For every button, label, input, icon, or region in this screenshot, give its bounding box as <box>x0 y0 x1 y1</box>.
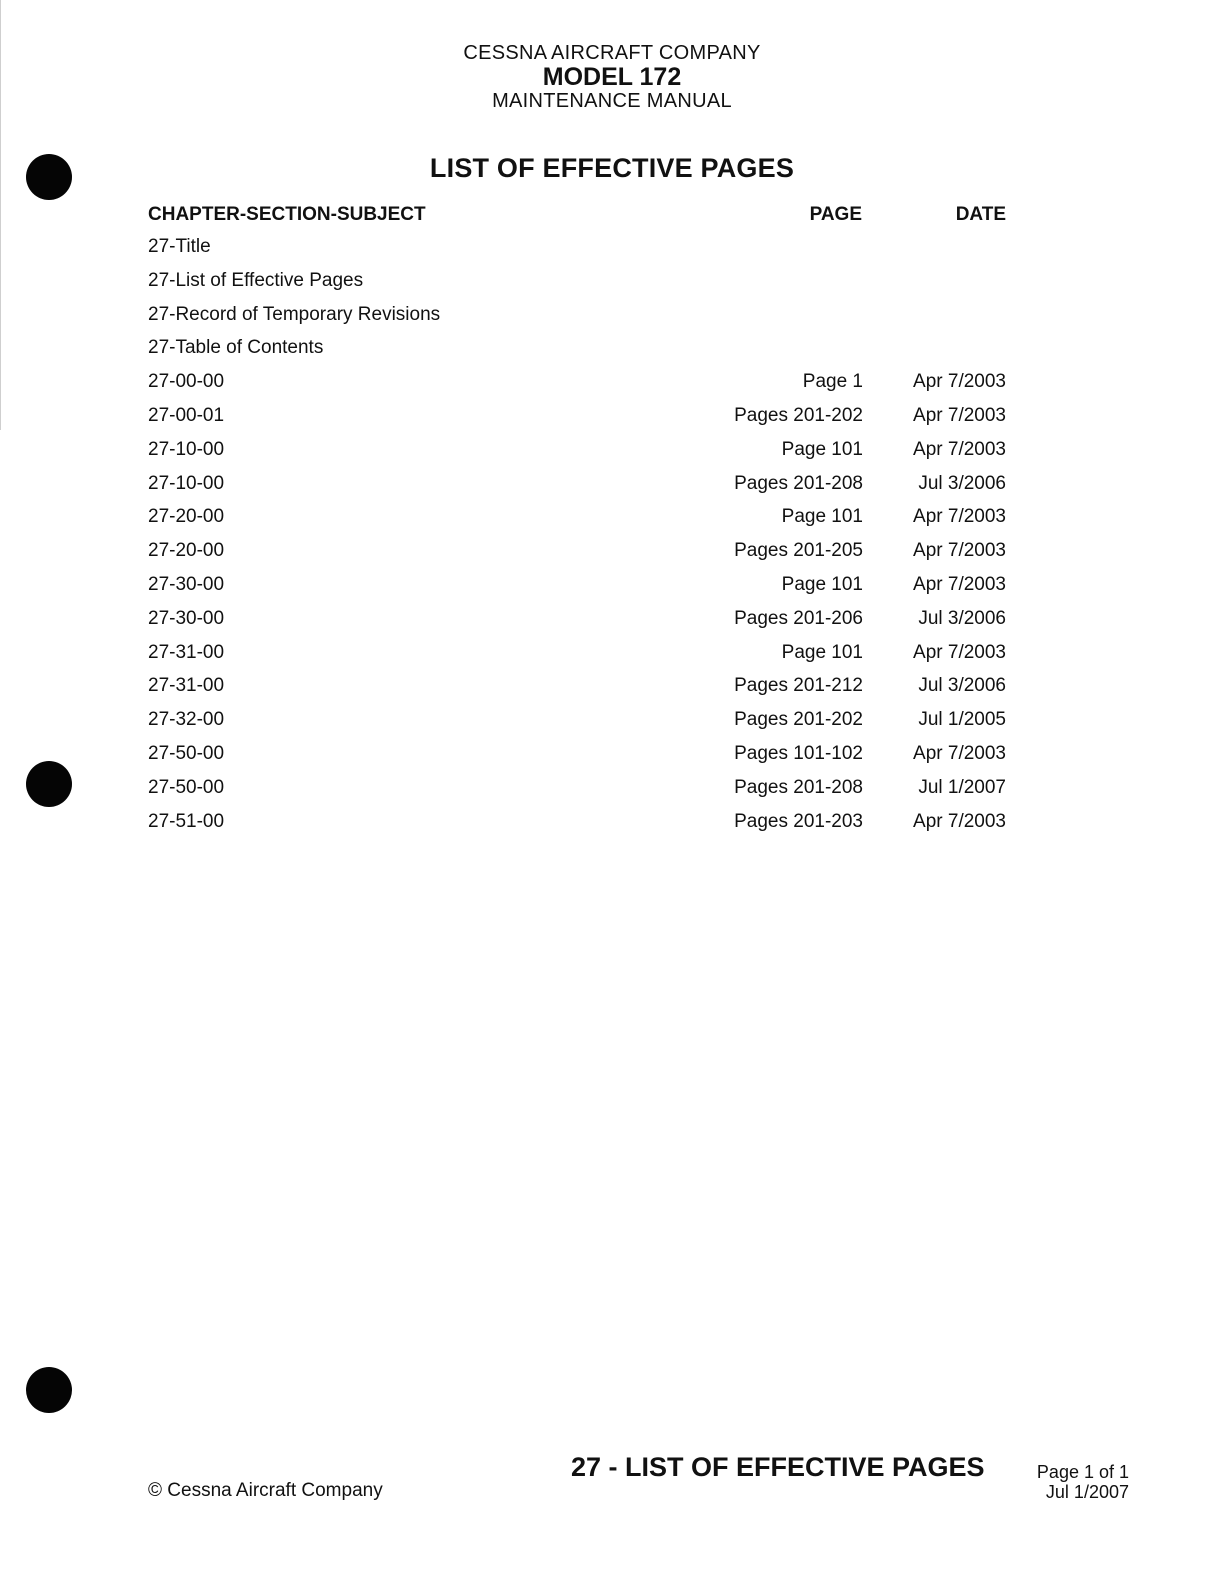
row-subject: 27-00-01 <box>148 404 225 426</box>
row-page: Page 101 <box>781 506 863 528</box>
row-subject: 27-32-00 <box>148 709 225 731</box>
row-date: Jul 3/2006 <box>918 675 1006 697</box>
table-row <box>148 807 1010 841</box>
row-subject: 27-20-00 <box>148 506 225 528</box>
footer-page-info <box>1037 1462 1129 1502</box>
row-page: Page 101 <box>781 438 863 460</box>
page-number: Page 1 of 1 <box>1036 1462 1129 1482</box>
row-page: Pages 201-208 <box>734 472 863 494</box>
company-name: CESSNA AIRCRAFT COMPANY <box>463 42 761 64</box>
row-date: Apr 7/2003 <box>913 641 1006 663</box>
row-subject: 27-31-00 <box>148 675 225 697</box>
document-header <box>0 42 1224 112</box>
row-page: Page 1 <box>802 371 863 393</box>
row-date: Apr 7/2003 <box>913 573 1006 595</box>
row-date: Jul 1/2007 <box>918 776 1006 798</box>
row-date: Apr 7/2003 <box>913 371 1006 393</box>
column-header-page: PAGE <box>809 204 862 225</box>
row-subject: 27-30-00 <box>148 573 225 595</box>
row-date: Apr 7/2003 <box>913 438 1006 460</box>
table-row <box>148 266 1010 300</box>
table-row <box>148 638 1010 672</box>
binder-hole <box>26 1367 72 1413</box>
table-row <box>148 739 1010 773</box>
page-title: LIST OF EFFECTIVE PAGES <box>429 153 795 183</box>
table-row <box>148 367 1010 401</box>
table-row <box>148 705 1010 739</box>
row-page: Page 101 <box>781 573 863 595</box>
row-page: Pages 201-202 <box>734 404 863 426</box>
row-page: Pages 101-102 <box>734 742 863 764</box>
row-subject: 27-31-00 <box>148 641 225 663</box>
table-header <box>148 202 1010 232</box>
table-row <box>148 502 1010 536</box>
row-date: Jul 3/2006 <box>918 472 1006 494</box>
row-subject: 27-20-00 <box>148 540 225 562</box>
row-subject: 27-List of Effective Pages <box>148 269 364 291</box>
binder-hole <box>26 761 72 807</box>
row-subject: 27-Table of Contents <box>148 337 324 359</box>
table-row <box>148 401 1010 435</box>
row-date: Jul 1/2005 <box>918 709 1006 731</box>
row-date: Apr 7/2003 <box>913 506 1006 528</box>
table-row <box>148 536 1010 570</box>
row-date: Apr 7/2003 <box>913 404 1006 426</box>
effective-pages-table <box>148 202 1010 840</box>
row-page: Page 101 <box>781 641 863 663</box>
row-page: Pages 201-203 <box>734 810 863 832</box>
row-page: Pages 201-208 <box>734 776 863 798</box>
table-row <box>148 232 1010 266</box>
row-date: Jul 3/2006 <box>918 607 1006 629</box>
model-name: MODEL 172 <box>542 63 682 91</box>
table-row <box>148 435 1010 469</box>
table-row <box>148 570 1010 604</box>
row-date: Apr 7/2003 <box>913 810 1006 832</box>
row-subject: 27-Record of Temporary Revisions <box>148 303 441 325</box>
row-page: Pages 201-212 <box>734 675 863 697</box>
table-row <box>148 333 1010 367</box>
row-subject: 27-50-00 <box>148 776 225 798</box>
table-row <box>148 300 1010 334</box>
row-date: Apr 7/2003 <box>913 742 1006 764</box>
row-subject: 27-50-00 <box>148 742 225 764</box>
row-subject: 27-Title <box>148 236 211 257</box>
table-row <box>148 773 1010 807</box>
table-row <box>148 671 1010 705</box>
column-header-date: DATE <box>955 204 1006 225</box>
row-page: Pages 201-202 <box>734 709 863 731</box>
row-page: Pages 201-205 <box>734 540 863 562</box>
row-date: Apr 7/2003 <box>913 540 1006 562</box>
row-page: Pages 201-206 <box>734 607 863 629</box>
table-row <box>148 469 1010 503</box>
row-subject: 27-51-00 <box>148 810 225 832</box>
row-subject: 27-10-00 <box>148 438 225 460</box>
footer-title: 27 - LIST OF EFFECTIVE PAGES <box>571 1452 985 1482</box>
row-subject: 27-00-00 <box>148 371 225 393</box>
manual-name: MAINTENANCE MANUAL <box>492 90 732 112</box>
column-header-subject: CHAPTER-SECTION-SUBJECT <box>148 204 426 225</box>
row-subject: 27-10-00 <box>148 472 225 494</box>
table-row <box>148 604 1010 638</box>
copyright-notice: © Cessna Aircraft Company <box>148 1480 383 1501</box>
row-subject: 27-30-00 <box>148 607 225 629</box>
revision-date: Jul 1/2007 <box>1045 1482 1129 1502</box>
